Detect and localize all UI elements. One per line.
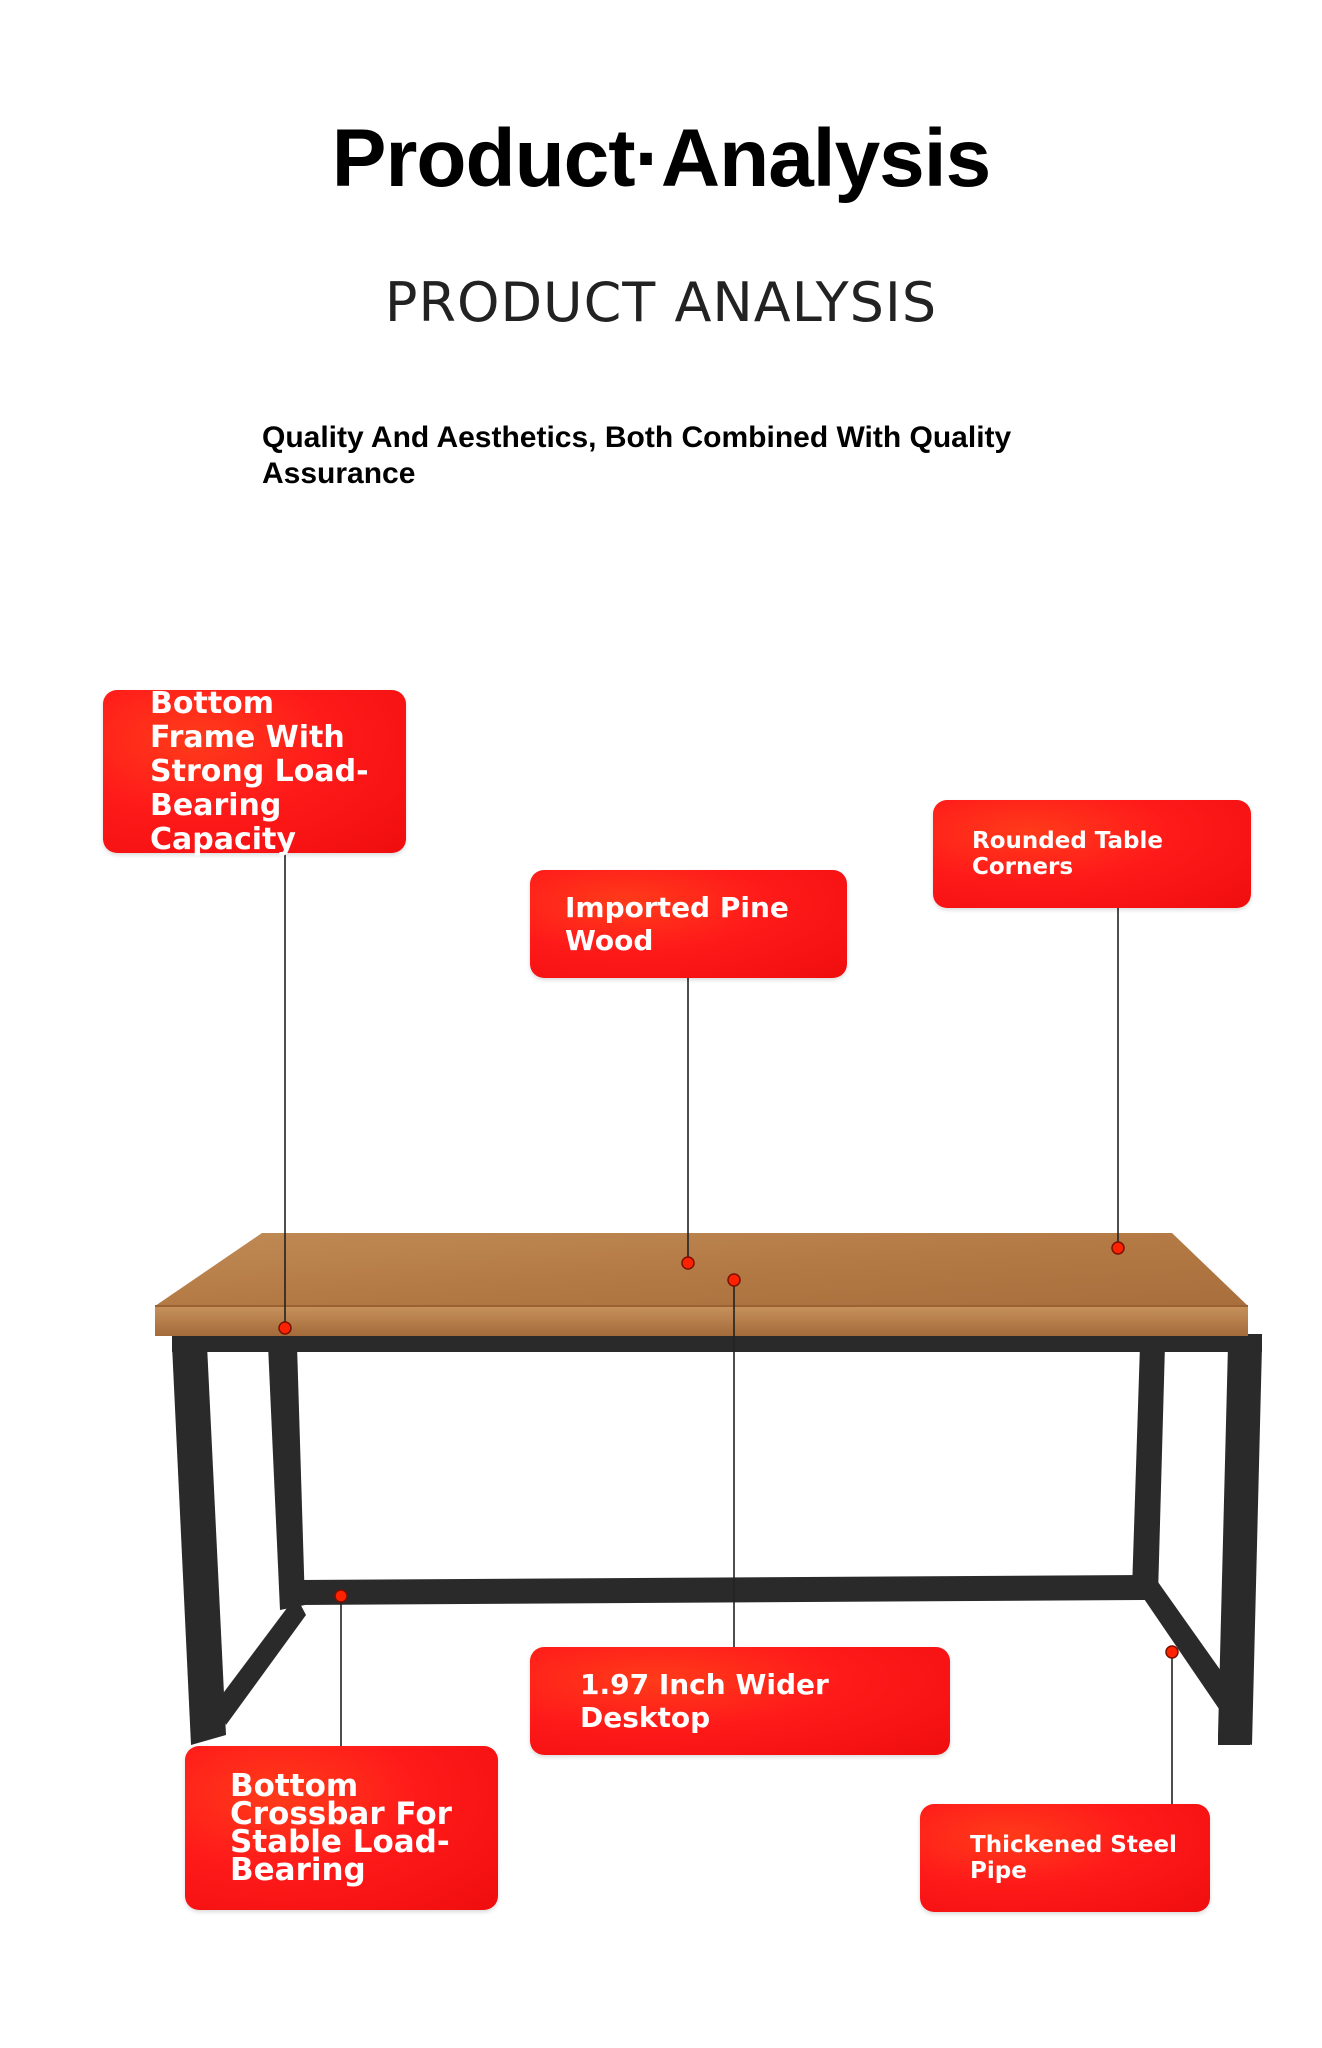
callout-label: 1.97 Inch Wider Desktop (580, 1668, 829, 1734)
callout-pine-wood (530, 870, 847, 978)
marker-dot (279, 1322, 291, 1334)
callout-label: Bottom Crossbar For Stable Load-Bearing (230, 1768, 452, 1888)
wood-desktop (155, 1233, 1248, 1336)
callout-steel-pipe (920, 1804, 1210, 1912)
page-title: Product·Analysis (331, 113, 991, 204)
callout-bottom-crossbar (185, 1746, 498, 1910)
marker-dot (682, 1257, 694, 1269)
marker-dot (1166, 1646, 1178, 1658)
marker-dot (335, 1590, 347, 1602)
callout-label: Bottom Frame With Strong Load-Bearing Capacity (150, 685, 369, 857)
marker-dot (1112, 1242, 1124, 1254)
page-subtitle: PRODUCT ANALYSIS (384, 271, 938, 334)
callout-label: Thickened Steel Pipe (970, 1832, 1177, 1884)
callout-label: Imported Pine Wood (565, 891, 789, 957)
callout-wider-desktop (530, 1647, 950, 1755)
callout-rounded-corners (933, 800, 1251, 908)
marker-dot (728, 1274, 740, 1286)
callout-label: Rounded Table Corners (972, 828, 1163, 880)
tagline: Quality And Aesthetics, Both Combined With Quality Assurance (262, 421, 1012, 490)
callout-bottom-frame (103, 685, 406, 857)
